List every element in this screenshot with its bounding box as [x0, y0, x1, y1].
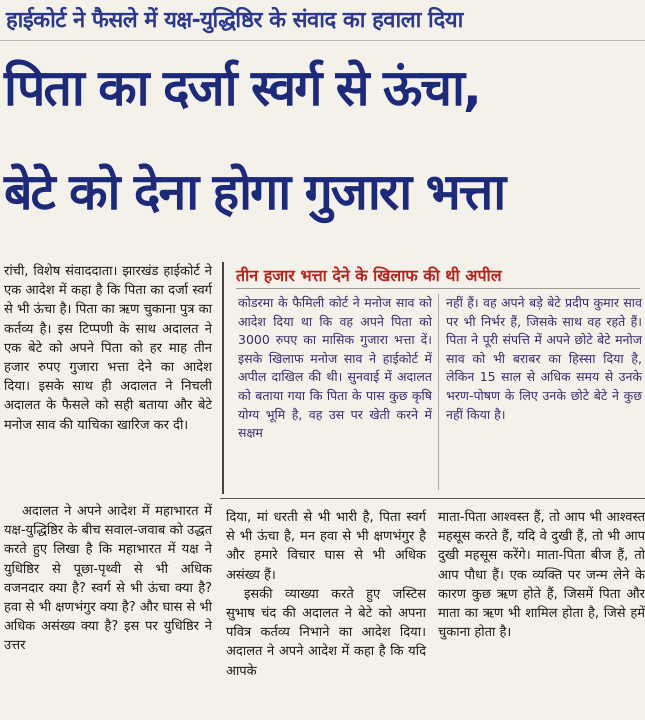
body-column-2-para-2: इसकी व्याख्या करते हुए जस्टिस सुभाष चंद की अदालत ने बेटे को अपना पवित्र कर्तव्य निभाने का आदेश दिया। अदालत ने अपने आदेश में कहा है कि यदि आपके [226, 586, 426, 679]
sidebar-box [222, 262, 644, 494]
main-headline-line-2: बेटे को देना होगा गुजारा भत्ता [4, 163, 505, 221]
sidebar-box-rule [236, 288, 640, 289]
body-column-3-text: माता-पिता आश्वस्त हैं, तो आप भी आश्वस्त महसूस करते हैं, यदि वे दुखी हैं, तो भी आप दुखी महसूस करेंगे। माता-पिता बीज हैं, तो आप पौधा हैं। एक व्यक्ति पर जन्म लेने के कारण कुछ ऋण होते हैं, जिसमें पिता और माता का ऋण भी शामिल होता है, जिसे हमें चुकाना होता है। [438, 510, 645, 641]
kicker-headline: हाईकोर्ट ने फैसले में यक्ष-युद्धिष्ठिर के संवाद का हवाला दिया [6, 8, 463, 33]
lead-paragraph [4, 262, 212, 435]
sidebar-box-column-1: कोडरमा के फैमिली कोर्ट ने मनोज साव को आदेश दिया था कि वह अपने पिता को 3000 रुपए का मासिक गुजारा भत्ता दें। इसके खिलाफ मनोज साव ने हाईकोर्ट में अपील दाखिल की थी। सुनवाई में अदालत को बताया गया कि पिता के पास कुछ कृषि योग्य भूमि है, वह उस पर खेती करने में सक्षम [238, 295, 432, 441]
body-divider [220, 498, 645, 499]
sidebar-box-column-divider [438, 294, 439, 490]
sidebar-box-column-2: नहीं हैं। वह अपने बड़े बेटे प्रदीप कुमार साव पर भी निर्भर हैं, जिसके साथ वह रहते हैं। पिता ने पूरी संपत्ति में अपने छोटे बेटे मनोज साव को भी बराबर का हिस्सा दिया है, लेकिन 15 साल से अधिक समय से उनके भरण-पोषण के लिए उनके छोटे बेटे ने कुछ नहीं किया है। [446, 295, 642, 422]
kicker-divider [0, 40, 645, 41]
body-column-1-text: अदालत ने अपने आदेश में महाभारत में यक्ष-युद्धिष्ठिर के बीच सवाल-जवाब को उद्धत करते हुए लिखा है कि महाभारत में यक्ष ने युधिष्ठिर से पूछा-पृथ्वी से भी अधिक वजनदार क्या है? स्वर्ग से भी ऊंचा क्या है? हवा से भी क्षणभंगुर क्या है? और घास से भी अधिक असंख्य क्या है? इस पर युधिष्ठिर ने उत्तर [4, 504, 212, 654]
body-column-1 [4, 502, 212, 656]
sidebar-box-title: तीन हजार भत्ता देने के खिलाफ की थी अपील [236, 266, 502, 285]
body-column-3 [438, 508, 645, 642]
lead-text: रांची, विशेष संवाददाता। झारखंड हाईकोर्ट ने एक आदेश में कहा है कि पिता का दर्जा स्वर्ग से भी ऊंचा है। पिता का ऋण चुकाना पुत्र का कर्तव्य है। इस टिप्पणी के साथ अदालत ने एक बेटे को अपने पिता को हर माह तीन हजार रुपए गुजारा भत्ता देने का आदेश दिया। इसके साथ ही अदालत ने निचली अदालत के फैसले को सही बताया और बेटे मनोज साव की याचिका खारिज कर दी। [4, 264, 212, 433]
body-column-2 [226, 508, 426, 681]
main-headline-line-1: पिता का दर्जा स्वर्ग से ऊंचा, [4, 59, 480, 117]
body-column-2-para-1: दिया, मां धरती से भी भारी है, पिता स्वर्ग से भी ऊंचा है, मन हवा से भी क्षणभंगुर है और हमारे विचार घास से भी अधिक असंख्य हैं। [226, 510, 426, 583]
